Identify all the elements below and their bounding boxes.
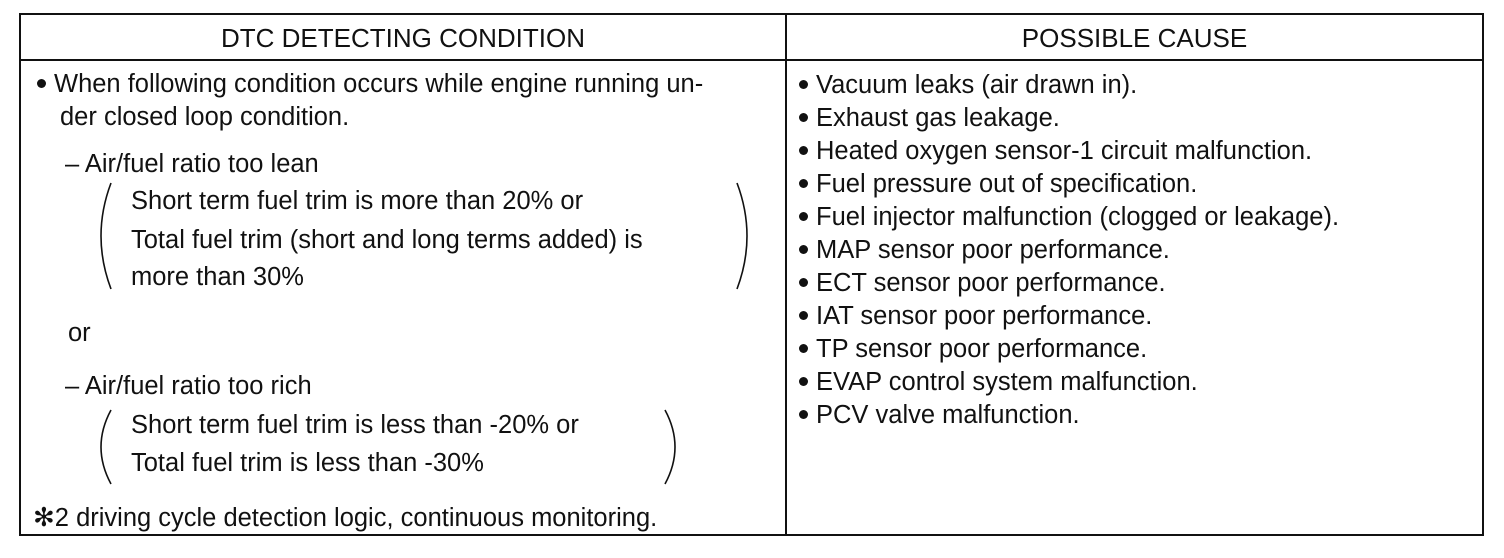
possible-cause-item <box>799 334 1147 364</box>
possible-cause-text: IAT sensor poor performance. <box>816 302 1153 330</box>
bullet-icon <box>37 79 46 88</box>
lean-title: – Air/fuel ratio too lean <box>65 150 319 178</box>
bullet-icon <box>799 344 808 353</box>
rich-line-2: Total fuel trim is less than -30% <box>131 449 484 477</box>
or-text: or <box>68 319 91 347</box>
possible-cause-item <box>799 70 1137 100</box>
possible-cause-text: Exhaust gas leakage. <box>816 104 1060 132</box>
bullet-icon <box>799 311 808 320</box>
header-detecting-condition: DTC DETECTING CONDITION <box>221 23 585 53</box>
left-paren-icon <box>87 408 117 486</box>
monitoring-note <box>33 502 657 533</box>
bullet-icon <box>799 179 808 188</box>
lean-line-1: Short term fuel trim is more than 20% or <box>131 187 584 215</box>
possible-cause-text: Vacuum leaks (air drawn in). <box>816 71 1138 99</box>
possible-cause-text: ECT sensor poor performance. <box>816 269 1166 297</box>
possible-cause-item <box>799 367 1198 397</box>
possible-cause-item <box>799 169 1197 199</box>
header-divider <box>21 59 1482 61</box>
asterisk-icon: ✻ <box>33 502 55 532</box>
dtc-table <box>19 13 1484 536</box>
monitoring-note-text: 2 driving cycle detection logic, continuous monitoring. <box>54 504 658 532</box>
possible-cause-text: MAP sensor poor performance. <box>816 236 1170 264</box>
right-paren-icon <box>659 408 689 486</box>
possible-cause-text: Fuel injector malfunction (clogged or leakage). <box>816 203 1340 231</box>
rich-line-1: Short term fuel trim is less than -20% or <box>131 411 579 439</box>
possible-cause-text: Fuel pressure out of specification. <box>816 170 1198 198</box>
left-paren-icon <box>87 181 117 291</box>
bullet-icon <box>799 377 808 386</box>
right-paren-icon <box>731 181 761 291</box>
possible-cause-item <box>799 103 1060 133</box>
bullet-icon <box>799 212 808 221</box>
possible-cause-text: Heated oxygen sensor-1 circuit malfunction. <box>816 137 1313 165</box>
possible-cause-item <box>799 400 1080 430</box>
bullet-icon <box>799 146 808 155</box>
bullet-icon <box>799 410 808 419</box>
condition-intro-line1-text: When following condition occurs while engine running un- <box>54 70 704 98</box>
possible-cause-item <box>799 235 1170 265</box>
header-possible-cause: POSSIBLE CAUSE <box>1021 23 1248 53</box>
possible-cause-text: EVAP control system malfunction. <box>816 368 1198 396</box>
possible-cause-item <box>799 268 1166 298</box>
bullet-icon <box>799 80 808 89</box>
bullet-icon <box>799 113 808 122</box>
lean-line-3: more than 30% <box>131 263 304 291</box>
possible-cause-item <box>799 301 1152 331</box>
possible-cause-text: TP sensor poor performance. <box>816 335 1148 363</box>
lean-line-2: Total fuel trim (short and long terms added) is <box>131 226 643 254</box>
rich-title: – Air/fuel ratio too rich <box>65 372 312 400</box>
possible-cause-item <box>799 202 1339 232</box>
condition-intro-line2: der closed loop condition. <box>60 103 350 131</box>
bullet-icon <box>799 278 808 287</box>
condition-intro-line1 <box>37 69 703 99</box>
column-divider <box>785 15 787 534</box>
bullet-icon <box>799 245 808 254</box>
possible-cause-item <box>799 136 1312 166</box>
possible-cause-text: PCV valve malfunction. <box>816 401 1080 429</box>
